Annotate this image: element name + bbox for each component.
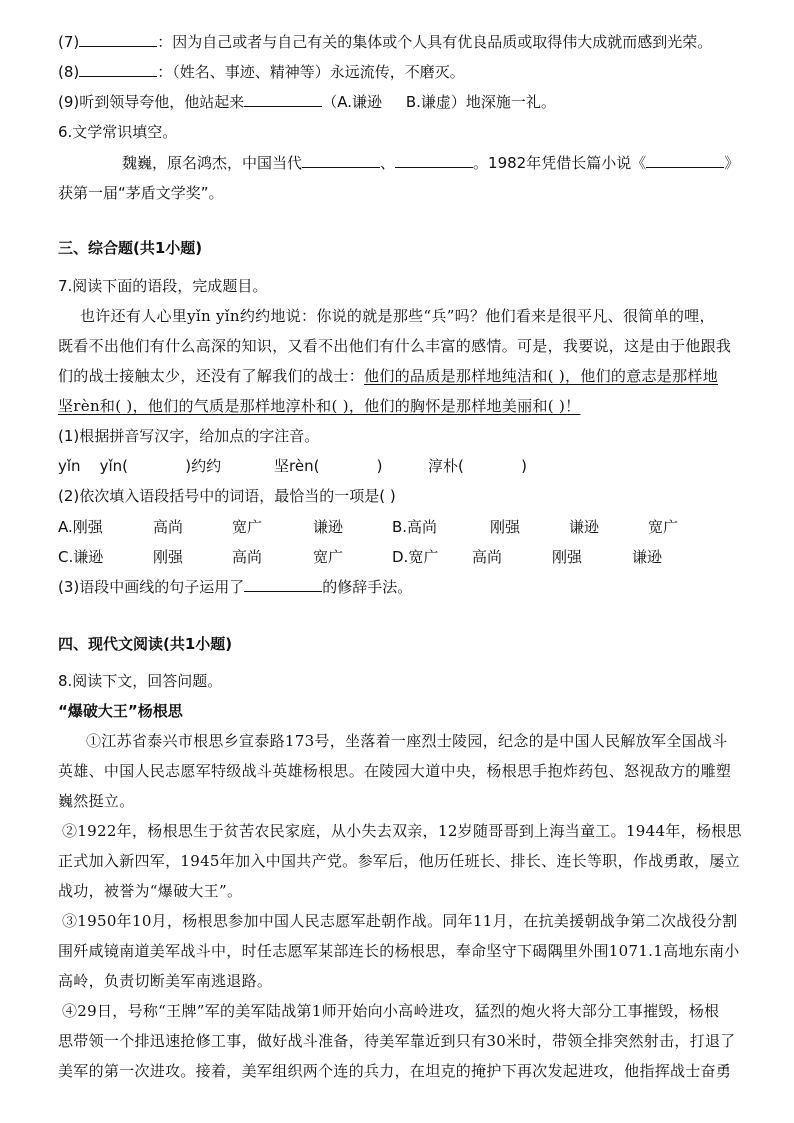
- underlined-sentence: 他们的品质是那样地纯洁和( )，他们的意志是那样地: [364, 367, 718, 385]
- passage-line: 既看不出他们有什么高深的知识，又看不出他们有什么丰富的感情。可是，我要说，这是由于他跟我: [58, 337, 732, 355]
- item-number: (8): [58, 63, 80, 81]
- article-line: 思带领一个排迅速抢修工事，做好战斗准备，待美军靠近到只有30米时，带领全排突然射击，打退了: [58, 1032, 736, 1050]
- passage-text: 们的战士接触太少，还没有了解我们的战士：: [58, 367, 365, 385]
- q6-text: 、: [380, 154, 396, 172]
- option-word: 谦逊: [313, 518, 344, 536]
- option-word: 刚强: [153, 548, 184, 566]
- article-title: “爆破大王”杨根思: [58, 702, 183, 720]
- option-word: 宽广: [648, 518, 679, 536]
- answer-blank[interactable]: [302, 153, 380, 168]
- q6-title: 6.文学常识填空。: [58, 123, 178, 141]
- article-line: 巍然挺立。: [58, 792, 135, 810]
- passage-line: 也许还有人心里yǐn yǐn约约地说：你说的就是那些“兵”吗？他们看来是很平凡、很简单的哩，: [80, 307, 715, 325]
- answer-blank[interactable]: [244, 92, 322, 107]
- option-word: 高尚: [232, 548, 263, 566]
- article-line: ③1950年10月，杨根思参加中国人民志愿军赴朝作战。同年11月，在抗美援朝战争第二次战役分割: [62, 912, 738, 930]
- option-word: 高尚: [472, 548, 503, 566]
- article-line: 战功，被誉为“爆破大王”。: [58, 882, 243, 900]
- option-d[interactable]: D.宽广: [392, 548, 439, 566]
- article-line: ④29日，号称“王牌”军的美军陆战第1师开始向小高岭进攻，猛烈的炮火将大部分工事摧毁，杨根: [62, 1002, 720, 1020]
- q5-item-9: [58, 92, 556, 112]
- q7-sub-1: (1)根据拼音写汉字，给加点的字注音。: [58, 427, 320, 445]
- answer-blank[interactable]: [79, 32, 157, 47]
- article-line: 高岭，负责切断美军南逃退路。: [58, 972, 273, 990]
- q7-sub-2: (2)依次填入语段括号中的词语，最恰当的一项是( ): [58, 487, 396, 505]
- option-c[interactable]: C.谦逊: [58, 548, 104, 566]
- q7-sub-3-text: (3)语段中画线的句子运用了: [58, 578, 245, 596]
- option-b[interactable]: B.高尚: [392, 518, 438, 536]
- article-line: ②1922年，杨根思生于贫苦农民家庭，从小失去双亲，12岁随哥哥到上海当童工。1944年，杨根思: [62, 822, 742, 840]
- pinyin-item: yǐn yǐn( )约约: [58, 457, 222, 475]
- q6-text: 魏巍，原名鸿杰，中国当代: [122, 154, 303, 172]
- q7-sub-3: [58, 577, 412, 597]
- article-line: 围歼咸镜南道美军战斗中，时任志愿军某部连长的杨根思，奉命坚守下碣隅里外围1071.1高地东南小: [58, 942, 740, 960]
- item-text: (9)听到领导夸他，他站起来: [58, 93, 245, 111]
- answer-blank[interactable]: [395, 153, 473, 168]
- section-heading: 三、综合题(共1小题): [58, 239, 203, 257]
- option-word: 谦逊: [632, 548, 663, 566]
- q7-sub-3-text: 的修辞手法。: [322, 578, 413, 596]
- item-number: (7): [58, 33, 80, 51]
- option-word: 宽广: [232, 518, 263, 536]
- q6-text: 。1982年凭借长篇小说《: [473, 154, 647, 172]
- pinyin-item: 淳朴( ): [428, 457, 527, 475]
- q6-line-1: [122, 153, 739, 173]
- section-heading: 四、现代文阅读(共1小题): [58, 635, 233, 653]
- item-options: （A.谦逊 B.谦虚）地深施一礼。: [322, 93, 556, 111]
- article-line: ①江苏省泰兴市根思乡宣泰路173号，坐落着一座烈士陵园，纪念的是中国人民解放军全国战斗: [86, 732, 728, 750]
- option-a[interactable]: A.刚强: [58, 518, 103, 536]
- q8-title: 8.阅读下文，回答问题。: [58, 672, 223, 690]
- answer-blank[interactable]: [646, 153, 724, 168]
- q7-title: 7.阅读下面的语段，完成题目。: [58, 277, 268, 295]
- option-word: 刚强: [490, 518, 521, 536]
- q5-item-7: [58, 32, 712, 52]
- option-word: 刚强: [552, 548, 583, 566]
- option-word: 谦逊: [569, 518, 600, 536]
- article-line: 英雄、中国人民志愿军特级战斗英雄杨根思。在陵园大道中央，杨根思手抱炸药包、怒视敌方的雕塑: [58, 762, 732, 780]
- option-word: 高尚: [153, 518, 184, 536]
- pinyin-item: 坚rèn( ): [274, 457, 383, 475]
- answer-blank[interactable]: [244, 577, 322, 592]
- q6-line-2: 获第一届“茅盾文学奖”。: [58, 184, 224, 202]
- item-text: ：（姓名、事迹、精神等）永远流传，不磨灭。: [157, 63, 465, 81]
- article-line: 正式加入新四军，1945年加入中国共产党。参军后，他历任班长、排长、连长等职，作战勇敢，屡立: [58, 852, 740, 870]
- answer-blank[interactable]: [79, 62, 157, 77]
- underlined-sentence: 坚rèn和( )，他们的气质是那样地淳朴和( )，他们的胸怀是那样地美丽和( )！: [58, 397, 581, 415]
- option-word: 宽广: [313, 548, 344, 566]
- q5-item-8: [58, 62, 465, 82]
- passage-line: [58, 366, 718, 386]
- item-text: ：因为自己或者与自己有关的集体或个人具有优良品质或取得伟大成就而感到光荣。: [157, 33, 713, 51]
- article-line: 美军的第一次进攻。接着，美军组织两个连的兵力，在坦克的掩护下再次发起进攻，他指挥战士奋勇: [58, 1062, 732, 1080]
- q6-text: 》: [724, 154, 740, 172]
